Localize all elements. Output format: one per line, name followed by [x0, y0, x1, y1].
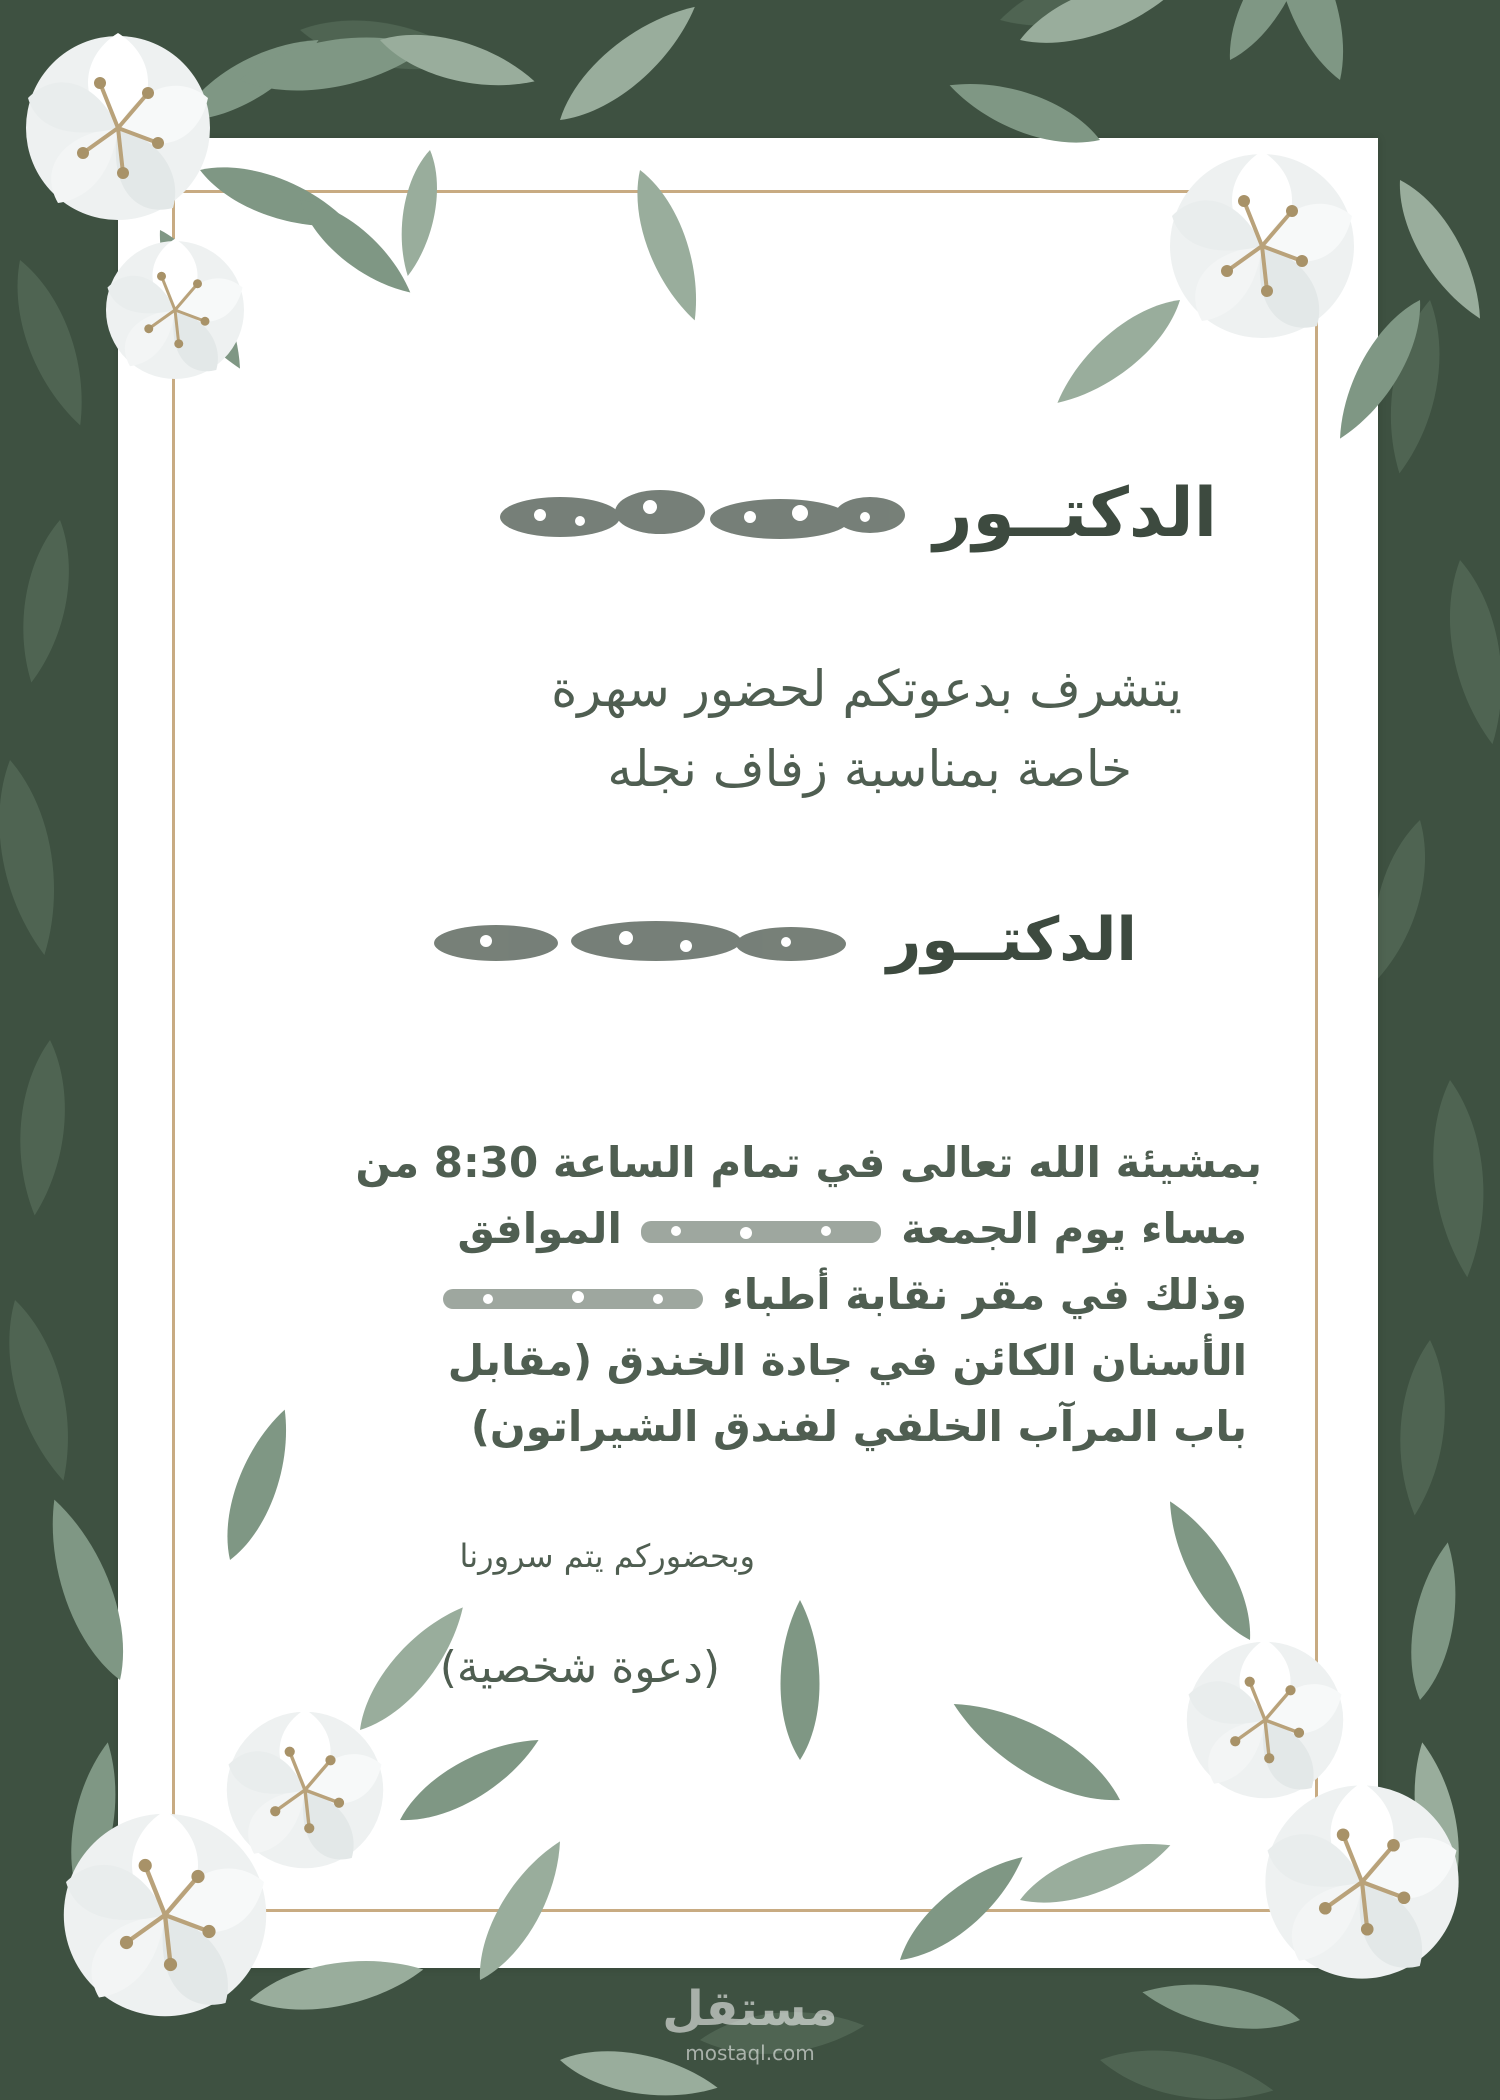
groom-name-line: [426, 905, 1137, 978]
body-corresponding: الموافق: [457, 1204, 622, 1253]
mostaql-watermark: [650, 1975, 850, 2075]
groom-title: الدكتــور: [886, 905, 1137, 975]
watermark-brand: مستقل: [662, 1981, 838, 2037]
redacted-groom-name: [426, 908, 866, 978]
redacted-gregorian-date: [438, 1275, 708, 1321]
host-name-line: [490, 474, 1217, 557]
personal-invitation-note: (دعوة شخصية): [439, 1642, 720, 1693]
body-line-2: [457, 1204, 1247, 1255]
redacted-host-name: [490, 477, 910, 557]
body-location: وذلك في مقر نقابة أطباء: [722, 1270, 1247, 1319]
body-line-4: الأسنان الكائن في جادة الخندق (مقابل: [447, 1336, 1247, 1385]
body-line-3: [438, 1270, 1247, 1321]
watermark-domain: mostaql.com: [685, 2041, 815, 2065]
invite-line-1: يتشرف بدعوتكم لحضور سهرة: [551, 660, 1182, 718]
host-title: الدكتــور: [933, 474, 1217, 553]
body-day: مساء يوم الجمعة: [901, 1204, 1247, 1253]
closing-line: وبحضوركم يتم سرورنا: [459, 1537, 755, 1575]
invite-line-2: خاصة بمناسبة زفاف نجله: [607, 740, 1132, 798]
redacted-date: [636, 1209, 886, 1255]
body-line-5: باب المرآب الخلفي لفندق الشيراتون): [470, 1402, 1247, 1451]
body-line-1: بمشيئة الله تعالى في تمام الساعة 8:30 من: [355, 1138, 1262, 1187]
